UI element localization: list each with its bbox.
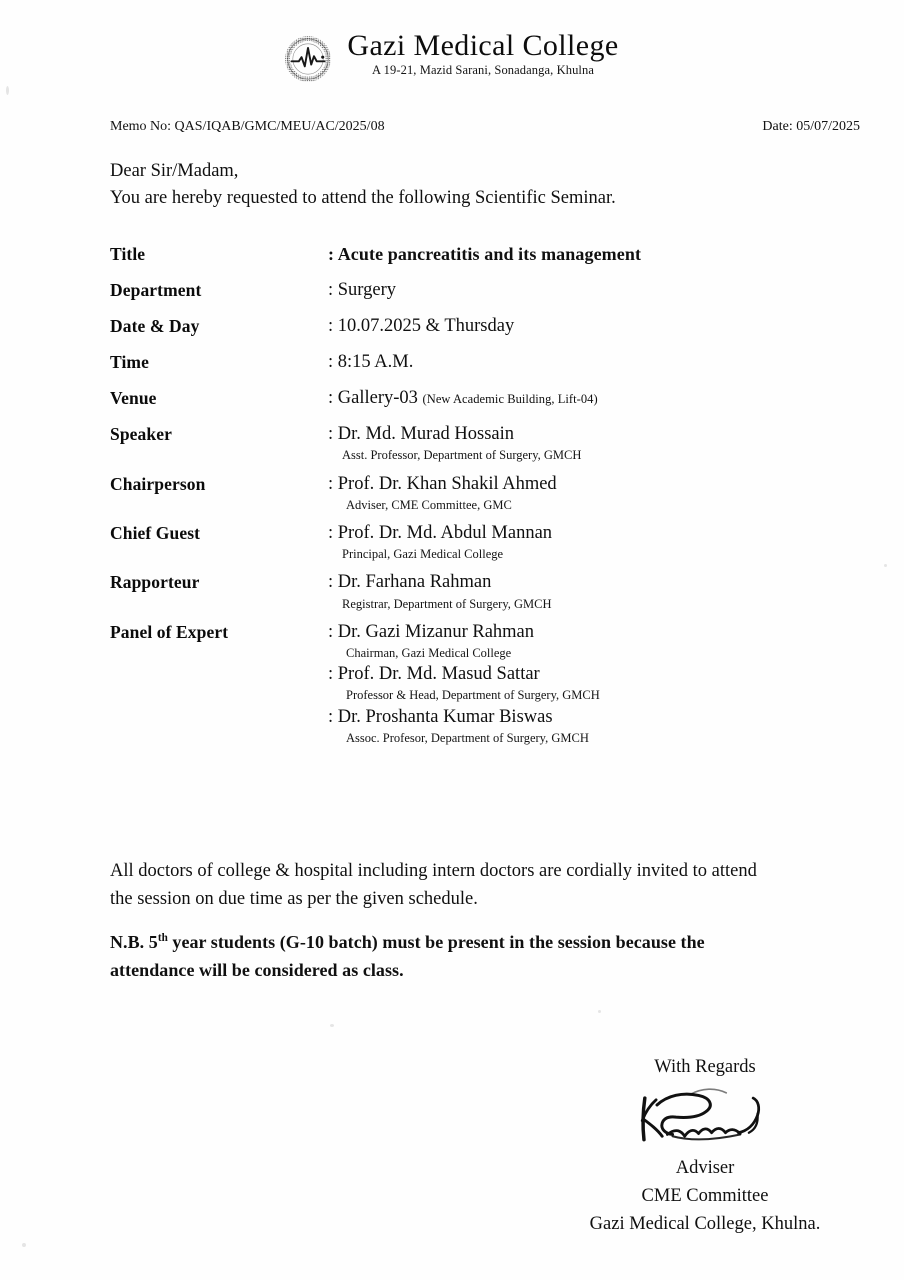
signature-block: [540, 1057, 870, 1238]
letterhead: [0, 30, 904, 82]
detail-value: : Gallery-03: [328, 388, 418, 409]
detail-row-title: [110, 243, 850, 266]
signatory-committee: CME Committee: [641, 1186, 769, 1207]
nb-prefix: N.B. 5: [110, 932, 158, 952]
detail-label: Chairperson: [110, 473, 206, 494]
detail-row-chief-guest: [110, 522, 850, 562]
detail-label: Time: [110, 352, 149, 372]
handwritten-signature: [540, 1082, 870, 1154]
detail-value: : Prof. Dr. Md. Abdul Mannan: [328, 523, 553, 543]
signatory-title: Adviser: [675, 1158, 735, 1178]
detail-value: : Prof. Dr. Md. Masud Sattar: [328, 664, 540, 685]
detail-value: : Dr. Farhana Rahman: [328, 572, 492, 593]
detail-subvalue: Registrar, Department of Surgery, GMCH: [342, 596, 552, 611]
detail-subvalue: Asst. Professor, Department of Surgery, GMCH: [342, 448, 582, 463]
scan-speck: [330, 1024, 334, 1027]
detail-subvalue: Assoc. Profesor, Department of Surgery, GMCH: [346, 730, 589, 745]
detail-value: : Prof. Dr. Khan Shakil Ahmed: [328, 473, 557, 494]
nb-superscript: th: [157, 932, 168, 944]
detail-value: : Dr. Gazi Mizanur Rahman: [328, 621, 535, 642]
memo-row: [110, 119, 860, 135]
memo-number: Memo No: QAS/IQAB/GMC/MEU/AC/2025/08: [110, 119, 385, 134]
nb-rest: year students (G-10 batch) must be present in the session because the: [167, 932, 705, 952]
detail-value: : 8:15 A.M.: [328, 352, 414, 372]
detail-label: Speaker: [110, 424, 172, 445]
invitation-line-1: All doctors of college & hospital including intern doctors are cordially invited to attend: [110, 861, 757, 881]
detail-label: Panel of Expert: [110, 621, 229, 642]
invitation-paragraph: [110, 858, 870, 914]
detail-row-speaker: [110, 423, 850, 463]
salutation-line-1: Dear Sir/Madam,: [110, 161, 239, 181]
detail-label: Title: [110, 244, 146, 264]
detail-label: Chief Guest: [110, 523, 201, 543]
detail-label: Date & Day: [110, 315, 200, 336]
venue-note: (New Academic Building, Lift-04): [422, 392, 598, 407]
detail-value: : Surgery: [328, 279, 397, 300]
panel-entry: [328, 621, 850, 661]
nb-line-2: attendance will be considered as class.: [110, 959, 404, 980]
detail-row-panel-of-expert: [110, 621, 850, 746]
with-regards-label: With Regards: [654, 1057, 756, 1077]
circular-ecg-emblem-icon: [285, 36, 331, 82]
detail-label: Venue: [110, 388, 157, 409]
detail-value: : Dr. Md. Murad Hossain: [328, 424, 515, 445]
invitation-line-2: the session on due time as per the given schedule.: [110, 888, 478, 909]
detail-value: : 10.07.2025 & Thursday: [328, 315, 515, 336]
salutation: [110, 158, 616, 211]
nb-note: [110, 929, 870, 985]
detail-label: Department: [110, 279, 202, 300]
detail-row-date-day: [110, 315, 850, 338]
signature-titles: [540, 1154, 870, 1238]
detail-label: Rapporteur: [110, 572, 200, 593]
detail-row-chairperson: [110, 473, 850, 513]
college-name: Gazi Medical College: [347, 29, 619, 62]
detail-value: : Dr. Proshanta Kumar Biswas: [328, 706, 553, 727]
scan-speck: [598, 1010, 601, 1013]
detail-row-venue: [110, 387, 850, 410]
detail-subvalue: Professor & Head, Department of Surgery, GMCH: [346, 688, 600, 703]
scan-speck: [22, 1243, 26, 1247]
detail-row-rapporteur: [110, 571, 850, 611]
signatory-institution: Gazi Medical College, Khulna.: [589, 1214, 821, 1235]
nb-line-1: [110, 929, 870, 957]
detail-subvalue: Chairman, Gazi Medical College: [346, 645, 512, 660]
detail-row-department: [110, 279, 850, 302]
detail-subvalue: Principal, Gazi Medical College: [342, 547, 504, 562]
memo-date: Date: 05/07/2025: [762, 119, 860, 134]
panel-entry: [328, 663, 850, 703]
scan-speck: [6, 86, 9, 95]
detail-row-time: [110, 351, 850, 374]
detail-value: : Acute pancreatitis and its management: [328, 244, 642, 264]
salutation-line-2: You are hereby requested to attend the following Scientific Seminar.: [110, 187, 616, 208]
panel-entry: [328, 706, 850, 746]
college-address: A 19-21, Mazid Sarani, Sonadanga, Khulna: [371, 62, 594, 77]
seminar-details-table: [110, 243, 850, 759]
detail-subvalue: Adviser, CME Committee, GMC: [346, 497, 512, 512]
scan-speck: [884, 564, 887, 567]
